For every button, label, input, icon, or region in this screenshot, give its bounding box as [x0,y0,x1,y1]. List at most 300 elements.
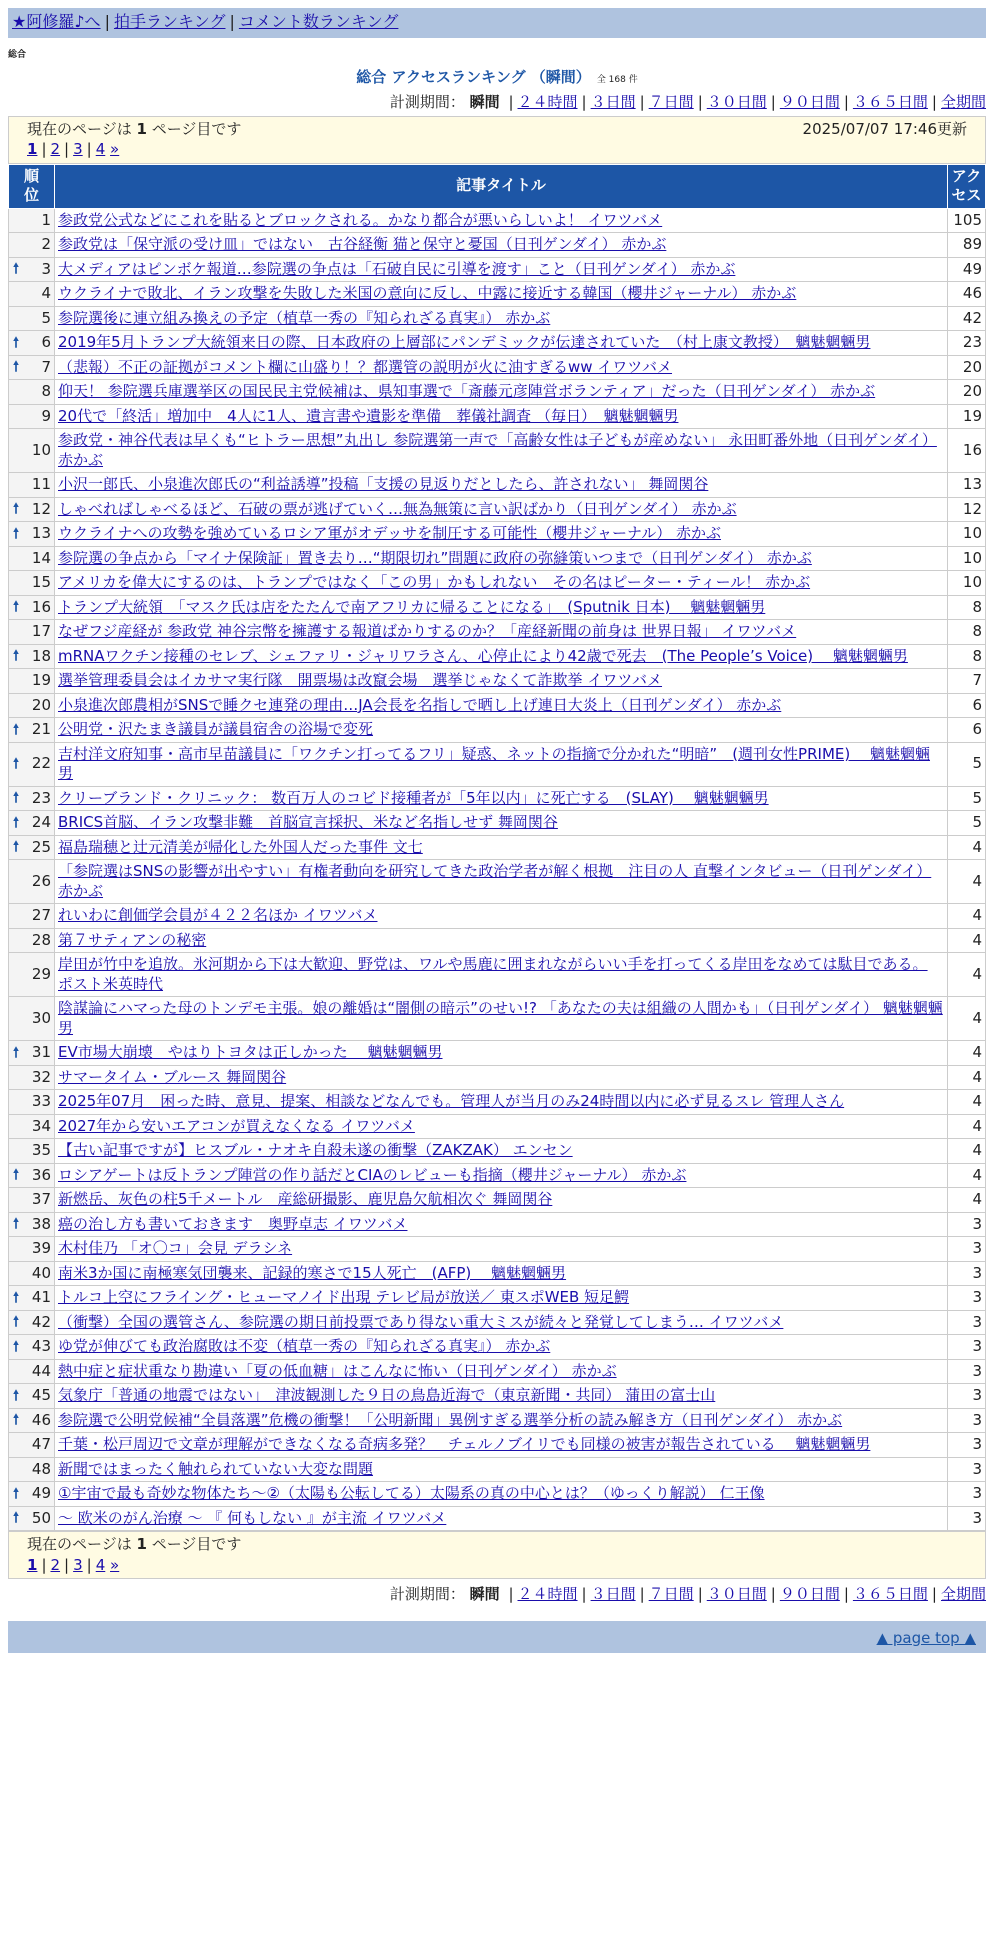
article-link[interactable]: EV市場大崩壊 やはりトヨタは正しかった 魑魅魍魎男 [58,1043,443,1062]
rank-number: 37 [31,1190,51,1209]
rank-number: 22 [31,754,51,773]
rank-number: 31 [31,1043,51,1062]
title-cell [55,380,948,405]
nav-separator: | [104,12,110,31]
rank-cell [9,208,55,233]
rank-number: 12 [31,499,51,518]
period-separator: | [931,1585,937,1604]
access-count: 3 [948,1310,986,1335]
rank-number: 39 [31,1239,51,1258]
next-page-link[interactable]: » [110,1555,120,1574]
rank-cell [9,1359,55,1384]
period-link[interactable]: ３日間 [590,1585,636,1604]
table-row [9,669,986,694]
rank-number: 38 [31,1214,51,1233]
rank-number: 8 [41,382,51,401]
header-count: アクセス [948,164,986,208]
article-link[interactable]: 【古い記事ですが】ヒスブル・ナオキ自殺未遂の衝撃（ZAKZAK） エンセン [58,1141,573,1160]
table-row [9,331,986,356]
title-cell [55,1335,948,1360]
table-row [9,742,986,786]
title-cell [55,1237,948,1262]
access-count: 3 [948,1408,986,1433]
rank-number: 49 [31,1484,51,1503]
article-link[interactable]: 参院選後に連立組み換えの予定（植草一秀の『知られざる真実』） 赤かぶ [58,308,551,327]
title-cell [55,1261,948,1286]
access-count: 4 [948,1139,986,1164]
table-row [9,1506,986,1531]
period-separator: | [639,1585,645,1604]
up-arrow-icon: 🠕 [13,1044,20,1061]
access-count: 4 [948,835,986,860]
article-link[interactable]: 新燃岳、灰色の柱5千メートル 産総研撮影、鹿児島欠航相次ぐ 舞岡関谷 [58,1190,553,1209]
rank-cell [9,928,55,953]
article-link[interactable]: 参政党公式などにこれを貼るとブロックされる。かなり都合が悪いらしいよ！ イワツバメ [58,210,663,229]
access-count: 19 [948,404,986,429]
up-arrow-icon: 🠕 [13,261,20,278]
table-row [9,1114,986,1139]
page-link-1[interactable]: 1 [27,140,38,159]
rank-number: 41 [31,1288,51,1307]
article-link[interactable]: 選挙管理委員会はイカサマ実行隊 開票場は改竄会場 選挙じゃなくて詐欺挙 イワツバメ [58,671,663,690]
period-link[interactable]: ３０日間 [706,93,767,112]
article-link[interactable]: BRICS首脳、イラン攻撃非難 首脳宣言採択、米など名指しせず 舞岡関谷 [58,813,558,832]
rank-cell [9,571,55,596]
title-cell [55,1163,948,1188]
access-count: 8 [948,595,986,620]
article-link[interactable]: 新聞ではまったく触れられていない大変な問題 [58,1459,374,1478]
rank-cell [9,1212,55,1237]
access-count: 5 [948,786,986,811]
title-cell [55,306,948,331]
article-link[interactable]: 20代で「終活」増加中 4人に1人、遺言書や遺影を準備 葬儀社調査 （毎日） 魑魅魍魎男 [58,406,679,425]
rank-number: 34 [31,1116,51,1135]
table-row [9,571,986,596]
table-row [9,473,986,498]
access-count: 5 [948,811,986,836]
access-count: 4 [948,1114,986,1139]
article-link[interactable]: 参政党・神谷代表は早くも“ヒトラー思想”丸出し 参院選第一声で「高齢女性は子どもが産めない」 永田町番外地（日刊ゲンダイ） 赤かぶ [58,431,937,469]
access-count: 4 [948,928,986,953]
period-link[interactable]: ３０日間 [706,1585,767,1604]
period-link[interactable]: ２４時間 [517,93,578,112]
up-arrow-icon: 🠕 [13,1412,20,1429]
access-count: 10 [948,571,986,596]
table-row [9,497,986,522]
page-link-2[interactable]: 2 [50,1555,61,1574]
period-separator: | [770,93,776,112]
article-link[interactable]: （悲報）不正の証拠がコメント欄に山盛り！？都選管の説明が火に油すぎるww イワツバメ [58,357,673,376]
access-count: 16 [948,429,986,473]
page-separator: | [41,140,47,159]
title-cell [55,904,948,929]
table-row [9,355,986,380]
article-link[interactable]: 癌の治し方も書いておきます 奥野卓志 イワツバメ [58,1214,408,1233]
page-link-4[interactable]: 4 [95,1555,106,1574]
article-link[interactable]: ウクライナへの攻勢を強めているロシア軍がオデッサを制圧する可能性（櫻井ジャーナル） 赤かぶ [58,524,721,543]
rank-cell [9,1188,55,1213]
title-cell [55,997,948,1041]
rank-number: 45 [31,1386,51,1405]
article-link[interactable]: ロシアゲートは反トランプ陣営の作り話だとCIAのレビューも指摘（櫻井ジャーナル） 赤かぶ [58,1165,687,1184]
rank-cell [9,1482,55,1507]
article-link[interactable]: しゃべればしゃべるほど、石破の票が逃げていく…無為無策に言い訳ばかり（日刊ゲンダイ） 赤かぶ [58,499,737,518]
pager-top [8,116,986,164]
rank-cell [9,257,55,282]
title-cell [55,233,948,258]
period-link[interactable]: ９０日間 [779,1585,840,1604]
access-count: 4 [948,904,986,929]
rank-cell [9,644,55,669]
up-arrow-icon: 🠕 [13,790,20,807]
table-row [9,786,986,811]
title-cell [55,718,948,743]
table-row [9,1261,986,1286]
page-links [27,1556,967,1576]
access-count: 4 [948,1090,986,1115]
rank-number: 23 [31,788,51,807]
title-cell [55,571,948,596]
article-link[interactable]: 大メディアはピンボケ報道…参院選の争点は「石破自民に引導を渡す」こと（日刊ゲンダイ） 赤かぶ [58,259,736,278]
article-link[interactable]: 第７サティアンの秘密 [58,930,207,949]
title-cell [55,282,948,307]
access-count: 3 [948,1433,986,1458]
rank-number: 10 [31,440,51,459]
title-cell [55,1384,948,1409]
rank-cell [9,380,55,405]
article-link[interactable]: クリーブランド・クリニック： 数百万人のコビド接種者が「5年以内」に死亡する (SLAY) 魑魅魍魎男 [58,788,769,807]
table-row [9,620,986,645]
period-label: 計測期間： [389,1585,465,1604]
rank-number: 20 [31,695,51,714]
period-links [504,1585,986,1603]
access-count: 4 [948,1163,986,1188]
table-row [9,693,986,718]
table-row [9,904,986,929]
article-link[interactable]: mRNAワクチン接種のセレブ、シェファリ・ジャリワラさん、心停止により42歳で死去 (The People’s Voice) 魑魅魍魎男 [58,646,908,665]
title-cell [55,644,948,669]
period-current: 瞬間 [469,93,500,112]
rank-cell [9,546,55,571]
page-separator: | [41,1555,47,1574]
title-cell [55,1114,948,1139]
rank-cell [9,1090,55,1115]
period-separator: | [697,93,703,112]
rank-cell [9,473,55,498]
rank-number: 7 [41,357,51,376]
table-row [9,595,986,620]
rank-cell [9,1506,55,1531]
period-link[interactable]: ９０日間 [779,93,840,112]
rank-number: 13 [31,524,51,543]
table-row [9,1139,986,1164]
article-link[interactable]: 参院選で公明党候補“全員落選”危機の衝撃！「公明新聞」異例すぎる選挙分析の読み解き方（日刊ゲンダイ） 赤かぶ [58,1410,843,1429]
up-arrow-icon: 🠕 [13,1289,20,1306]
up-arrow-icon: 🠕 [13,1387,20,1404]
access-count: 3 [948,1237,986,1262]
article-link[interactable]: （衝撃）全国の選管さん、参院選の期日前投票であり得ない重大ミスが続々と発覚してしまう… イワツバメ [58,1312,784,1331]
nav-link-clap-ranking[interactable]: 拍手ランキング [113,12,226,31]
period-link[interactable]: 全期間 [940,1585,986,1604]
article-link[interactable]: 小泉進次郎農相がSNSで睡クセ連発の理由…JA会長を名指しで晒し上げ連日大炎上（日刊ゲンダイ） 赤かぶ [58,695,782,714]
rank-number: 44 [31,1361,51,1380]
title-cell [55,1090,948,1115]
rank-number: 14 [31,548,51,567]
table-row [9,1237,986,1262]
table-row [9,306,986,331]
access-count: 3 [948,1212,986,1237]
title-cell [55,546,948,571]
table-row [9,522,986,547]
access-count: 49 [948,257,986,282]
period-selector-top [8,93,986,113]
article-link[interactable]: ウクライナで敗北、イラン攻撃を失敗した米国の意向に反し、中露に接近する韓国（櫻井ジャーナル） 赤かぶ [58,284,797,303]
period-link[interactable]: ７日間 [648,93,694,112]
period-separator: | [508,1585,514,1604]
title-cell [55,355,948,380]
rank-cell [9,595,55,620]
article-link[interactable]: ～ 欧米のがん治療 ～ 『 何もしない 』が主流 イワツバメ [58,1508,447,1527]
access-count: 4 [948,1065,986,1090]
rank-cell [9,811,55,836]
article-link[interactable]: アメリカを偉大にするのは、トランプではなく「この男」かもしれない その名はピーター・ティール！ 赤かぶ [58,573,811,592]
table-row [9,429,986,473]
period-current: 瞬間 [469,1585,500,1604]
article-link[interactable]: 参政党は「保守派の受け皿」ではない 古谷経衡 猫と保守と憂国（日刊ゲンダイ） 赤かぶ [58,235,667,254]
title-cell [55,595,948,620]
header-rank: 順位 [9,164,55,208]
article-link[interactable]: 岸田が竹中を追放。氷河期から下は大歓迎、野党は、ワルや馬鹿に囲まれながらいい手を打ってくる岸田をなめては駄目である。 ポスト米英時代 [58,955,928,993]
article-link[interactable]: ゆ党が伸びても政治腐敗は不変（植草一秀の『知られざる真実』） 赤かぶ [58,1337,551,1356]
rank-cell [9,904,55,929]
nav-link-asyura[interactable]: ★阿修羅♪へ [12,12,101,31]
table-row [9,860,986,904]
table-row [9,404,986,429]
up-arrow-icon: 🠕 [13,525,20,542]
article-link[interactable]: 参院選の争点から「マイナ保険証」置き去り…“期限切れ”問題に政府の弥縫策いつまで（日刊ゲンダイ） 赤かぶ [58,548,812,567]
period-link[interactable]: ３６５日間 [852,1585,928,1604]
title-cell [55,811,948,836]
article-link[interactable]: ①宇宙で最も奇妙な物体たち～②（太陽も公転してる）太陽系の真の中心とは？（ゆっくり解説） 仁王像 [58,1484,765,1503]
period-selector-bottom [8,1585,986,1605]
rank-number: 29 [31,964,51,983]
period-link[interactable]: 全期間 [940,93,986,112]
article-link[interactable]: 公明党・沢たまき議員が議員宿舎の浴場で変死 [58,720,374,739]
ranking-title: 総合 アクセスランキング （瞬間） [356,67,591,86]
period-separator: | [770,1585,776,1604]
article-link[interactable]: なぜフジ産経が 参政党 神谷宗幣を擁護する報道ばかりするのか？「産経新聞の前身は 世界日報」 イワツバメ [58,622,797,641]
article-link[interactable]: トランプ大統領 「マスク氏は店をたたんで南アフリカに帰ることになる」 (Sputnik 日本) 魑魅魍魎男 [58,597,766,616]
access-count: 4 [948,953,986,997]
article-link[interactable]: 「参院選はSNSの影響が出やすい」有権者動向を研究してきた政治学者が解く根拠 注目の人 直撃インタビュー（日刊ゲンダイ） 赤かぶ [58,862,932,900]
page-link-4[interactable]: 4 [95,140,106,159]
title-cell [55,953,948,997]
rank-number: 15 [31,573,51,592]
up-arrow-icon: 🠕 [13,359,20,376]
ranking-table [8,164,986,1532]
table-row [9,644,986,669]
title-cell [55,835,948,860]
article-link[interactable]: 木村佳乃 「オ〇コ」会見 デラシネ [58,1239,293,1258]
rank-number: 40 [31,1263,51,1282]
rank-number: 3 [41,259,51,278]
up-arrow-icon: 🠕 [13,1314,20,1331]
header-title: 記事タイトル [55,164,948,208]
rank-cell [9,786,55,811]
rank-number: 43 [31,1337,51,1356]
title-cell [55,928,948,953]
rank-number: 4 [41,284,51,303]
title-cell [55,1041,948,1066]
rank-cell [9,1457,55,1482]
title-cell [55,786,948,811]
access-count: 10 [948,522,986,547]
period-separator: | [508,93,514,112]
rank-number: 2 [41,235,51,254]
table-row [9,380,986,405]
table-row [9,1090,986,1115]
title-cell [55,1408,948,1433]
period-link[interactable]: ３日間 [590,93,636,112]
rank-cell [9,997,55,1041]
access-count: 7 [948,669,986,694]
access-count: 4 [948,1188,986,1213]
table-row [9,1359,986,1384]
rank-cell [9,1286,55,1311]
access-count: 5 [948,742,986,786]
article-link[interactable]: 千葉・松戸周辺で文章が理解ができなくなる奇病多発？ チェルノブイリでも同様の被害が報告されている 魑魅魍魎男 [58,1435,871,1454]
access-count: 3 [948,1384,986,1409]
title-cell [55,208,948,233]
nav-link-comment-ranking[interactable]: コメント数ランキング [238,12,399,31]
access-count: 46 [948,282,986,307]
period-link[interactable]: ３６５日間 [852,93,928,112]
article-link[interactable]: 南米3か国に南極寒気団襲来、記録的寒さで15人死亡 (AFP) 魑魅魍魎男 [58,1263,567,1282]
page-link-2[interactable]: 2 [50,140,61,159]
title-cell [55,404,948,429]
title-cell [55,1139,948,1164]
article-link[interactable]: サマータイム・ブルース 舞岡関谷 [58,1067,287,1086]
rank-cell [9,1433,55,1458]
footer-bar [8,1621,986,1653]
article-link[interactable]: 熱中症と症状重なり勘違い「夏の低血糖」はこんなに怖い（日刊ゲンダイ） 赤かぶ [58,1361,617,1380]
up-arrow-icon: 🠕 [13,501,20,518]
current-page-text: 現在のページは 1 ページ目です [27,119,242,138]
title-cell [55,497,948,522]
article-link[interactable]: 小沢一郎氏、小泉進次郎氏の“利益誘導”投稿「支援の見返りだとしたら、許されない」 舞岡関谷 [58,475,709,494]
rank-number: 17 [31,622,51,641]
next-page-link[interactable]: » [110,140,120,159]
article-link[interactable]: トルコ上空にフライング・ヒューマノイド出現 テレビ局が放送／ 東スポWEB 短足鰐 [58,1288,630,1307]
rank-cell [9,1384,55,1409]
article-link[interactable]: 2027年から安いエアコンが買えなくなる イワツバメ [58,1116,415,1135]
table-row [9,928,986,953]
title-cell [55,860,948,904]
rank-number: 28 [31,930,51,949]
title-cell [55,429,948,473]
rank-number: 48 [31,1459,51,1478]
article-link[interactable]: 2019年5月トランプ大統領来日の際、日本政府の上層部にパンデミックが伝達されていた （村上康文教授） 魑魅魍魎男 [58,333,871,352]
page-link-1[interactable]: 1 [27,1555,38,1574]
rank-number: 33 [31,1092,51,1111]
access-count: 12 [948,497,986,522]
period-separator: | [843,93,849,112]
access-count: 4 [948,1041,986,1066]
article-link[interactable]: 仰天！ 参院選兵庫選挙区の国民民主党候補は、県知事選で「斎藤元彦陣営ボランティア」だった（日刊ゲンダイ） 赤かぶ [58,382,876,401]
article-link[interactable]: 吉村洋文府知事・高市早苗議員に「ワクチン打ってるフリ」疑惑、ネットの指摘で分かれた“明暗” (週刊女性PRIME) 魑魅魍魎男 [58,744,930,783]
rank-number: 42 [31,1312,51,1331]
rank-number: 46 [31,1410,51,1429]
up-arrow-icon: 🠕 [13,648,20,665]
up-arrow-icon: 🠕 [13,1167,20,1184]
up-arrow-icon: 🠕 [13,599,20,616]
access-count: 89 [948,233,986,258]
title-cell [55,1065,948,1090]
article-link[interactable]: 2025年07月 困った時、意見、提案、相談などなんでも。管理人が当月のみ24時間以内に必ず見るスレ 管理人さん [58,1092,845,1111]
rank-cell [9,718,55,743]
rank-number: 35 [31,1141,51,1160]
table-row [9,1286,986,1311]
page-separator: | [64,140,70,159]
access-count: 13 [948,473,986,498]
access-count: 10 [948,546,986,571]
period-separator: | [639,93,645,112]
table-row [9,997,986,1041]
access-count: 4 [948,860,986,904]
article-link[interactable]: 陰謀論にハマった母のトンデモ主張。娘の離婚は“闇側の暗示”のせい!? 「あなたの夫は組織の人間かも」（日刊ゲンダイ） 魑魅魍魎男 [58,999,943,1037]
access-count: 6 [948,693,986,718]
access-count: 23 [948,331,986,356]
page-link-3[interactable]: 3 [73,140,83,159]
article-link[interactable]: 気象庁「普通の地震ではない」 津波観測した９日の鳥島近海で（東京新聞・共同） 蒲田の富士山 [58,1386,716,1405]
page-top-link[interactable]: ▲ page top ▲ [876,1628,976,1647]
rank-cell [9,1261,55,1286]
up-arrow-icon: 🠕 [13,1485,20,1502]
up-arrow-icon: 🠕 [13,1510,20,1527]
table-row [9,718,986,743]
page-link-3[interactable]: 3 [73,1555,83,1574]
access-count: 3 [948,1261,986,1286]
up-arrow-icon: 🠕 [13,1216,20,1233]
title-cell [55,1286,948,1311]
rank-number: 27 [31,906,51,925]
nav-separator: | [229,12,235,31]
rank-cell [9,1408,55,1433]
rank-number: 47 [31,1435,51,1454]
rank-cell [9,331,55,356]
article-link[interactable]: 福島瑞穂と辻元清美が帰化した外国人だった事件 文七 [58,837,423,856]
rank-number: 1 [41,210,51,229]
period-separator: | [931,93,937,112]
period-separator: | [697,1585,703,1604]
title-cell [55,1310,948,1335]
article-link[interactable]: れいわに創価学会員が４２２名ほか イワツバメ [58,906,378,925]
category-label: 総合 [8,50,27,60]
period-link[interactable]: ２４時間 [517,1585,578,1604]
period-separator: | [581,1585,587,1604]
title-cell [55,693,948,718]
access-count: 20 [948,380,986,405]
rank-cell [9,282,55,307]
table-row [9,257,986,282]
table-row [9,1163,986,1188]
rank-cell [9,497,55,522]
rank-number: 6 [41,333,51,352]
page-separator: | [64,1555,70,1574]
access-count: 20 [948,355,986,380]
table-row [9,1433,986,1458]
period-link[interactable]: ７日間 [648,1585,694,1604]
